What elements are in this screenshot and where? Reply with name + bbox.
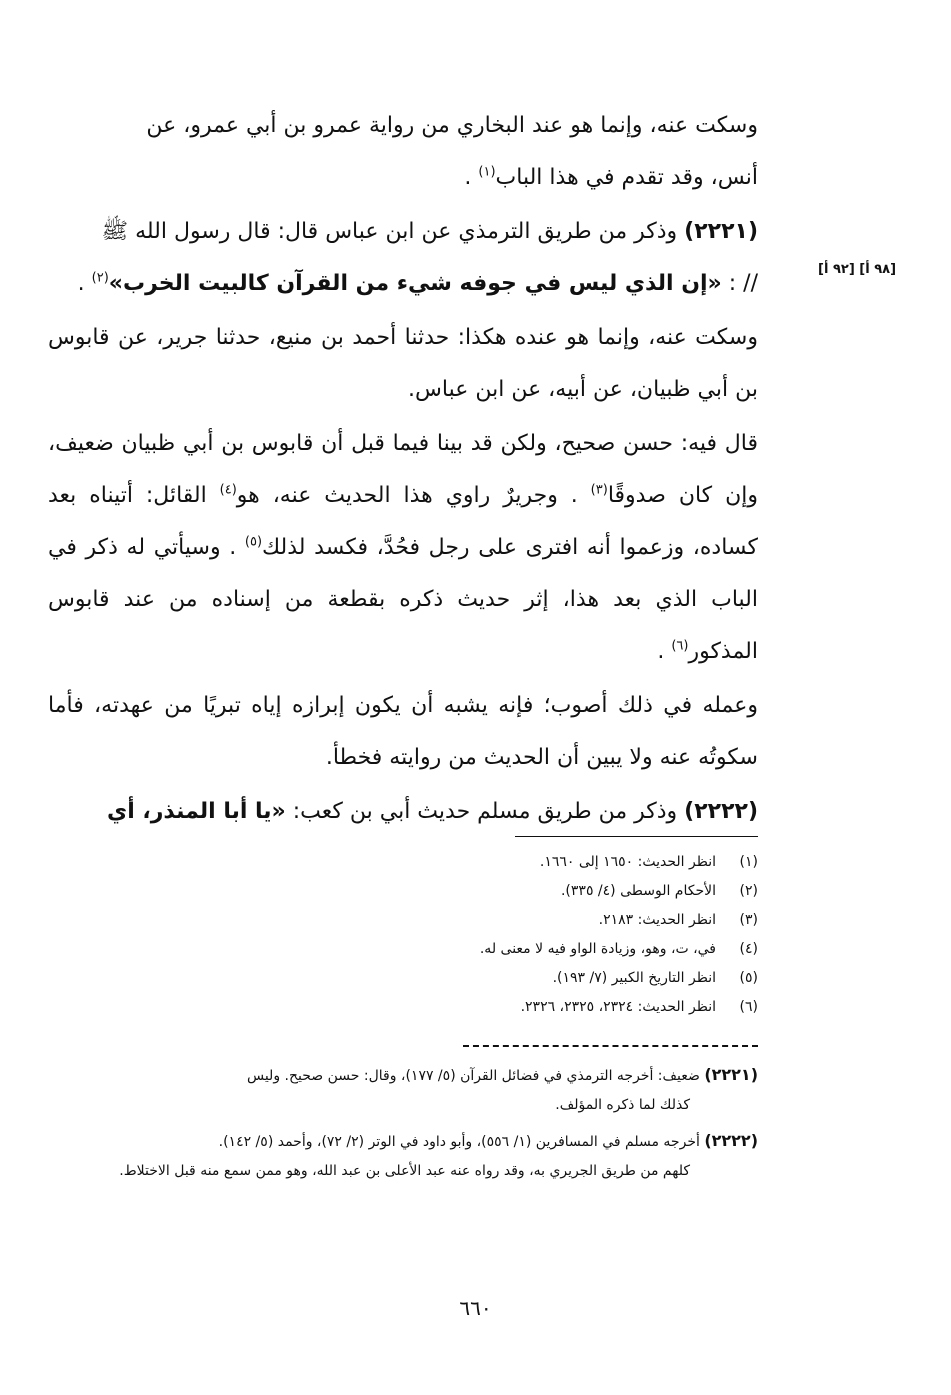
hadith-2222-intro: وذكر من طريق مسلم حديث أبي بن كعب:: [285, 799, 685, 824]
footnote-number: (٢): [739, 883, 758, 899]
footnote-ref-4: (٤): [219, 482, 237, 498]
footnote-item: [238, 935, 758, 964]
takhrij-2222-text: أخرجه مسلم في المسافرين (١/ ٥٥٦)، وأبو داود في الوتر (٢/ ٧٢)، وأحمد (٥/ ١٤٢).: [218, 1134, 705, 1150]
footnote-ref-3: (٣): [590, 482, 608, 498]
manuscript-folio-note: [٩٨ أ] [٩٢ أ]: [818, 262, 897, 277]
footnote-item: [238, 848, 758, 877]
paragraph-4-part-d: . وسيأتي له ذكر في الباب الذي بعد هذا، إثر حديث ذكره بقطعة من إسناده من عند قابوس المذكور: [48, 535, 758, 664]
footnote-number: (٥): [739, 970, 758, 986]
footnote-number: (٤): [739, 941, 758, 957]
hadith-number-2222: (٢٢٢٢): [684, 799, 758, 824]
footnote-text: انظر الحديث: ٢٣٢٤، ٢٣٢٥، ٢٣٢٦.: [520, 999, 716, 1015]
hadith-2221-intro: وذكر من طريق الترمذي عن ابن عباس قال: قال رسول الله ﷺ: [101, 219, 685, 244]
takhrij-number-2222: (٢٢٢٢): [704, 1131, 758, 1150]
takhrij-number-2221: (٢٢٢١): [704, 1065, 758, 1084]
footnote-text: انظر الحديث: ١٦٥٠ إلى ١٦٦٠.: [539, 854, 716, 870]
footnote-number: (٣): [739, 912, 758, 928]
footnote-number: (٦): [739, 999, 758, 1015]
folio-slashes: // :: [721, 271, 758, 296]
hadith-2221-quote: «إن الذي ليس في جوفه شيء من القرآن كالبيت الخرب»: [108, 271, 722, 296]
footnote-separator: [515, 836, 758, 837]
main-text-body: [48, 100, 758, 840]
paragraph-1: [48, 100, 758, 204]
paragraph-1-line-2: أنس، وقد تقدم في هذا الباب: [495, 165, 758, 190]
page-number: ٦٦٠: [459, 1296, 492, 1320]
takhrij-notes: [48, 1060, 758, 1192]
footnote-text: في، ت، وهو، وزيادة الواو فيه لا معنى له.: [479, 941, 716, 957]
paragraph-4: [48, 418, 758, 678]
hadith-2221-end: .: [77, 271, 92, 296]
takhrij-2221-continuation: كذلك لما ذكره المؤلف.: [555, 1097, 690, 1113]
footnote-ref-2: (٢): [91, 270, 109, 286]
footnote-item: [238, 964, 758, 993]
footnote-item: [238, 993, 758, 1022]
hadith-2221: [48, 206, 758, 310]
paragraph-4-part-b: . وجريرٌ راوي هذا الحديث عنه، هو: [236, 483, 591, 508]
footnote-ref-1: (١): [478, 164, 496, 180]
hadith-2222: [48, 786, 758, 838]
hadith-2222-quote: «يا أبا المنذر، أي: [107, 799, 286, 824]
takhrij-2221-text: ضعيف: أخرجه الترمذي في فضائل القرآن (٥/ ١٧٧)، وقال: حسن صحيح. وليس: [246, 1068, 705, 1084]
paragraph-4-part-c: القائل: أتيناه بعد كساده، وزعموا أنه افترى على رجل فحُدَّ، فكسد لذلك: [48, 483, 758, 560]
paragraph-5: وعمله في ذلك أصوب؛ فإنه يشبه أن يكون إبرازه إياه تبريًا من عهدته، فأما سكوتُه عنه ولا يبين أن الحديث من روايته فخطأ.: [48, 693, 758, 770]
footnote-text: الأحكام الوسطى (٤/ ٣٣٥).: [560, 883, 716, 899]
paragraph-1-line-1: وسكت عنه، وإنما هو عند البخاري من رواية عمرو بن أبي عمرو، عن: [146, 113, 758, 138]
paragraph-1-end: .: [464, 165, 479, 190]
paragraph-4-part-a: قال فيه: حسن صحيح، ولكن قد بينا فيما قبل أن قابوس بن أبي ظبيان ضعيف، وإن كان صدوقًا: [48, 431, 758, 508]
footnote-text: انظر الحديث: ٢١٨٣.: [598, 912, 716, 928]
footnote-text: انظر التاريخ الكبير (٧/ ١٩٣).: [552, 970, 716, 986]
footnote-ref-5: (٥): [244, 534, 263, 550]
takhrij-2222: [48, 1126, 758, 1186]
hadith-number-2221: (٢٢٢١): [684, 219, 758, 244]
takhrij-2222-continuation: كلهم من طريق الجريري به، وقد رواه عنه عبد الأعلى بن عبد الله، وهو ممن سمع منه قبل الاختلاط.: [119, 1163, 690, 1179]
footnote-number: (١): [739, 854, 758, 870]
footnote-ref-6: (٦): [671, 638, 689, 654]
footnotes-list: [238, 848, 758, 1022]
footnote-item: [238, 877, 758, 906]
footnote-item: [238, 906, 758, 935]
takhrij-separator: [463, 1045, 758, 1047]
takhrij-2221: [48, 1060, 758, 1120]
paragraph-3: وسكت عنه، وإنما هو عنده هكذا: حدثنا أحمد بن منيع، حدثنا جرير، عن قابوس بن أبي ظبيان، عن أبيه، عن ابن عباس.: [48, 325, 758, 402]
paragraph-4-end: .: [657, 639, 672, 664]
